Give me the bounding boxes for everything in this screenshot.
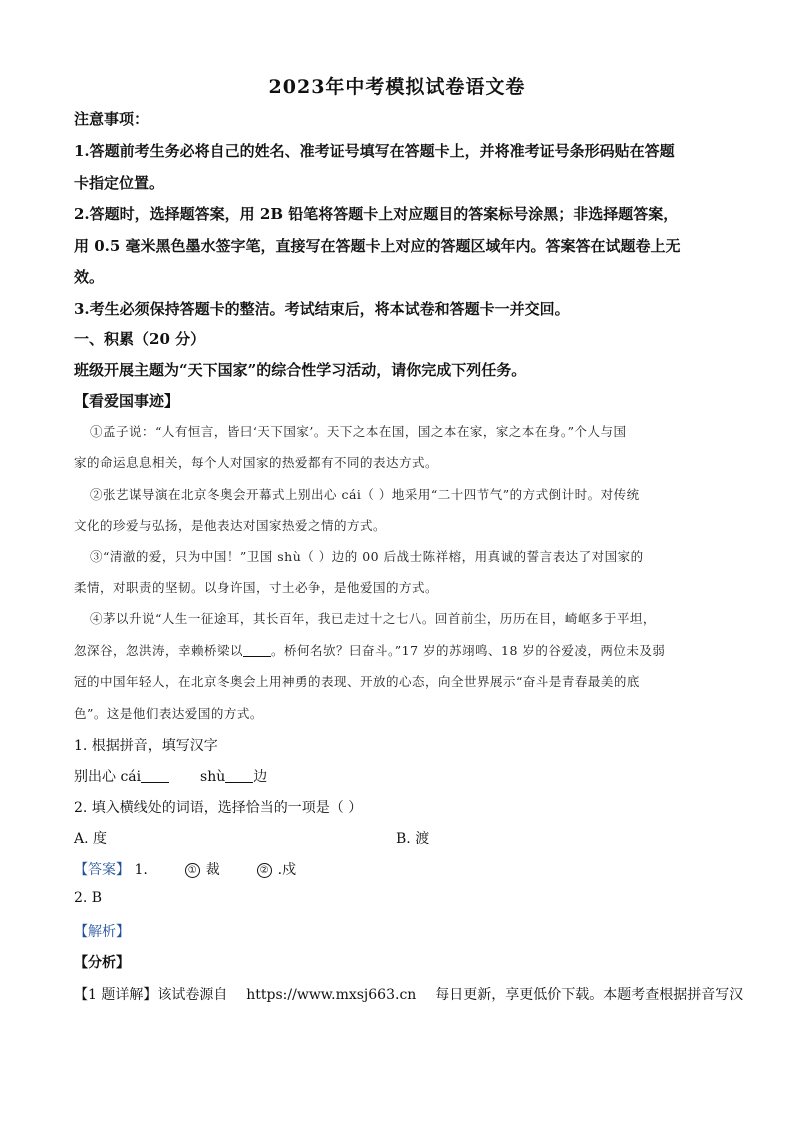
q1-item-b: shù	[200, 769, 226, 785]
detail-label: 【1 题详解】	[74, 987, 158, 1003]
passage-fragment: 。桥何名欤？曰奋斗。”17 岁的苏翊鸣、18 岁的谷爱凌，两位未及弱	[271, 643, 666, 658]
passage-line: ④茅以升说“人生一征途耳，其长百年，我已走过十之七八。回首前尘，历历在目，崎岖多于平坦，	[90, 611, 656, 626]
question-1: 1. 根据拼音，填写汉字	[74, 738, 218, 754]
analysis-sub: 【分析】	[74, 955, 130, 971]
analysis-label: 【解析】	[74, 924, 130, 940]
option-b: B. 渡	[396, 831, 430, 847]
answer-label: 【答案】	[74, 862, 130, 878]
notice-line: 用 0.5 毫米黑色墨水签字笔，直接写在答题卡上对应的答题区域年内。答案答在试题卷上无	[74, 237, 681, 255]
passage-line: 冠的中国年轻人，在北京冬奥会上用神勇的表现、开放的心态，向全世界展示“奋斗是青春最美的底	[74, 674, 640, 689]
notice-line: 卡指定位置。	[74, 174, 165, 192]
circled-number-1: ①	[185, 863, 200, 878]
analysis-detail	[74, 984, 743, 1004]
answer-2-line: 2. B	[74, 890, 103, 906]
answer-blank	[225, 770, 253, 783]
answer-row	[74, 859, 296, 879]
notice-line: 效。	[74, 268, 105, 286]
passage-line: 柔情，对职责的坚韧。以身许国，寸土必争，是他爱国的方式。	[74, 580, 439, 595]
answer-1: 裁	[205, 862, 220, 878]
option-a: A. 度	[74, 831, 108, 847]
circled-number-2: ②	[257, 863, 272, 878]
notice-heading: 注意事项：	[74, 110, 150, 128]
passage-line: ③“清澈的爱，只为中国！”卫国 shù（ ）边的 00 后战士陈祥榕，用真诚的誓言表达了对国家的	[90, 549, 644, 564]
passage-line: ①孟子说：“人有恒言，皆曰‘天下国家’。天下之本在国，国之本在家，家之本在身。”个人与国	[90, 424, 627, 439]
section-intro: 班级开展主题为“天下国家”的综合性学习活动，请你完成下列任务。	[74, 361, 527, 379]
question-2: 2. 填入横线处的词语，选择恰当的一项是（ ）	[74, 800, 363, 816]
answer-2: .戍	[277, 862, 297, 878]
notice-line: 1.答题前考生务必将自己的姓名、准考证号填写在答题卡上，并将准考证号条形码贴在答题	[74, 142, 675, 160]
passage-fragment: 忽深谷，忽洪涛，幸赖桥梁以	[74, 643, 244, 658]
source-link[interactable]: https://www.mxsj663.cn	[246, 987, 417, 1003]
passage-line: 家的命运息息相关，每个人对国家的热爱都有不同的表达方式。	[74, 455, 439, 470]
section-heading: 一、积累（20 分）	[74, 330, 206, 348]
notice-line: 3.考生必须保持答题卡的整洁。考试结束后，将本试卷和答题卡一并交回。	[74, 300, 570, 318]
passage-line: 色”。这是他们表达爱国的方式。	[74, 706, 263, 721]
detail-text: 该试卷源自	[157, 987, 228, 1003]
notice-line: 2.答题时，选择题答案，用 2B 铅笔将答题卡上对应题目的答案标号涂黑；非选择题答案，	[74, 205, 679, 223]
detail-rest: 每日更新，享更低价下载。本题考查根据拼音写汉	[435, 987, 744, 1003]
question-1-items	[74, 766, 267, 786]
answer-number: 1.	[134, 862, 148, 878]
page-title: 2023年中考模拟试卷语文卷	[268, 76, 526, 98]
passage-line: ②张艺谋导演在北京冬奥会开幕式上别出心 cái（ ）地采用“二十四节气”的方式倒计时。对传统	[90, 487, 640, 502]
section-subheading: 【看爱国事迹】	[74, 392, 180, 410]
q1-item-a: 别出心 cái	[74, 769, 142, 785]
passage-line: 文化的珍爱与弘扬，是他表达对国家热爱之情的方式。	[74, 518, 387, 533]
answer-blank	[141, 770, 169, 783]
passage-line-with-blank	[74, 641, 665, 659]
answer-blank	[243, 644, 271, 657]
q1-item-b-end: 边	[253, 769, 268, 785]
